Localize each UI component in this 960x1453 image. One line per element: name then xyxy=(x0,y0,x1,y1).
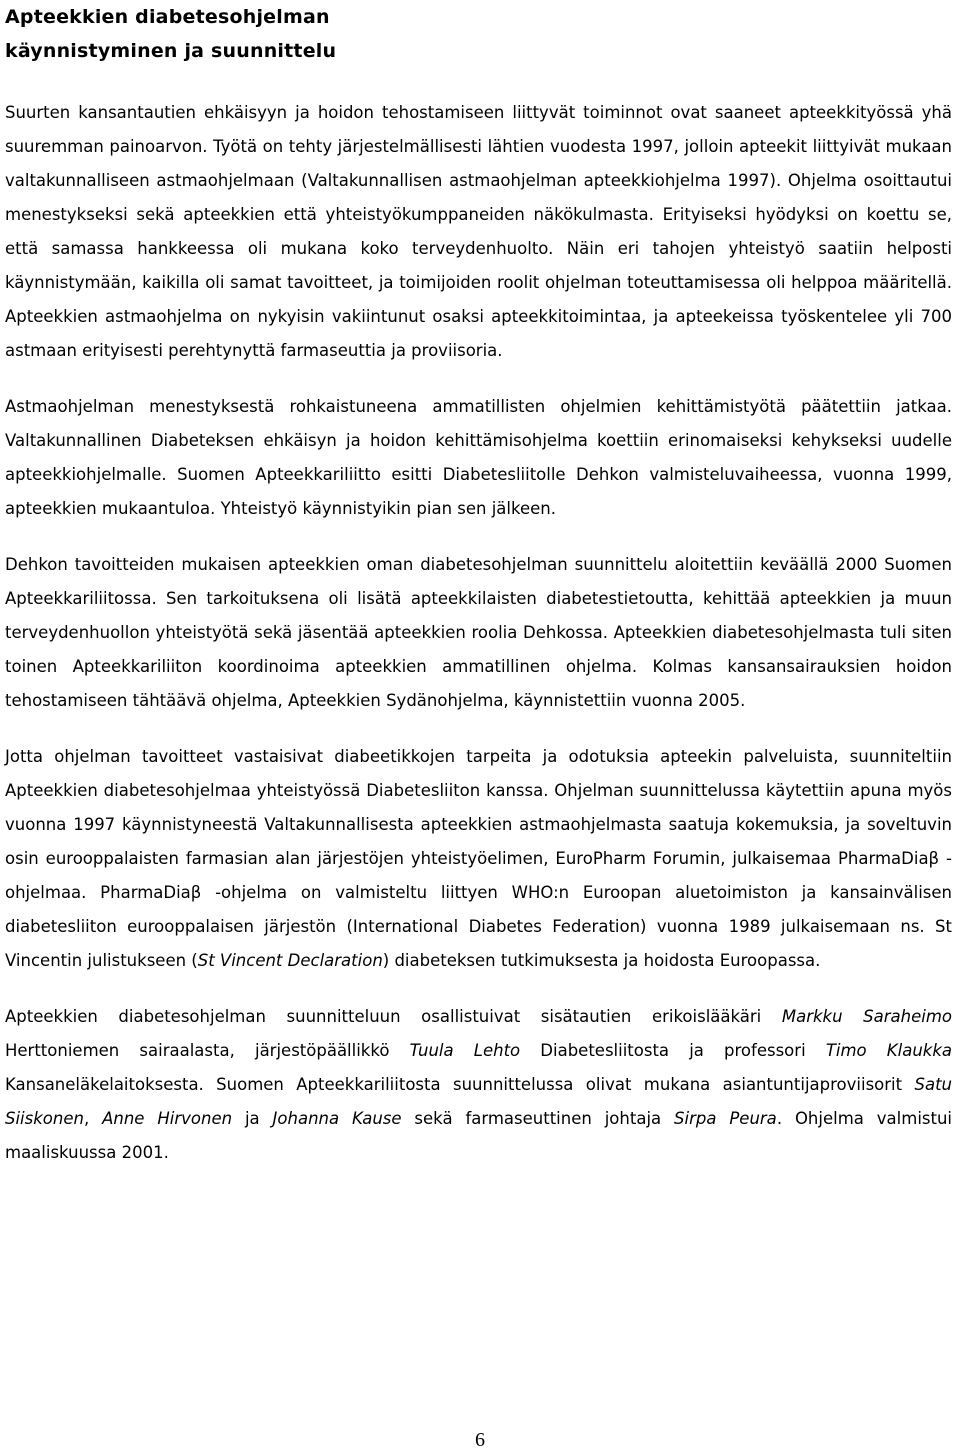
heading-text xyxy=(5,0,952,68)
heading-line-2: käynnistyminen ja suunnittelu xyxy=(5,40,337,62)
paragraph-5-text-1: Apteekkien diabetesohjelman suunnitteluun osallistuivat sisätautien erikoislääkäri xyxy=(5,1007,782,1026)
paragraph-4-text-b: ) diabeteksen tutkimuksesta ja hoidosta Euroopassa. xyxy=(382,951,821,970)
person-name-5: Anne Hirvonen xyxy=(102,1109,233,1128)
person-name-4: Satu Siiskonen xyxy=(5,1075,952,1128)
paragraph-5-text-3: Diabetesliitosta ja professori xyxy=(520,1041,826,1060)
paragraph-4 xyxy=(5,740,952,978)
paragraph-4-italic-term: St Vincent Declaration xyxy=(197,951,383,970)
paragraph-5-text-8: . Ohjelma valmistui maaliskuussa 2001. xyxy=(5,1109,953,1162)
paragraph-5-text-6: ja xyxy=(232,1109,273,1128)
paragraph-5 xyxy=(5,1000,952,1170)
person-name-7: Sirpa Peura xyxy=(674,1109,777,1128)
paragraph-5-text-7: sekä farmaseuttinen johtaja xyxy=(401,1109,675,1128)
paragraph-2: Astmaohjelman menestyksestä rohkaistuneena ammatillisten ohjelmien kehittämistyötä päätettiin jatkaa. Valtakunnallinen Diabeteksen ehkäisyn ja hoidon kehittämisohjelma koettiin erinomaiseksi kehykseksi uudelle apteekkiohjelmalle. Suomen Apteekkariliitto esitti Diabetesliitolle Dehkon valmisteluvaiheessa, vuonna 1999, apteekkien mukaantuloa. Yhteistyö käynnistyikin pian sen jälkeen. xyxy=(5,397,952,518)
paragraph-1: Suurten kansantautien ehkäisyyn ja hoidon tehostamiseen liittyvät toiminnot ovat saaneet apteekkityössä yhä suuremman painoarvon. Työtä on tehty järjestelmällisesti lähtien vuodesta 1997, jolloin apteekit liittyivät mukaan valtakunnalliseen astmaohjelmaan (Valtakunnallisen astmaohjelman apteekkiohjelma 1997). Ohjelma osoittautui menestykseksi sekä apteekkien että yhteistyökumppaneiden näkökulmasta. Erityiseksi hyödyksi on koettu se, että samassa hankkeessa oli mukana koko terveydenhuolto. Näin eri tahojen yhteistyö saatiin helposti käynnistymään, kaikilla oli samat tavoitteet, ja toimijoiden roolit ohjelman toteuttamisessa oli helppoa määritellä. Apteekkien astmaohjelma on nykyisin vakiintunut osaksi apteekkitoimintaa, ja apteekeissa työskentelee yli 700 astmaan erityisesti perehtynyttä farmaseuttia ja proviisoria. xyxy=(5,103,952,360)
person-name-1: Markku Saraheimo xyxy=(781,1007,952,1026)
paragraph-5-text-2: Herttoniemen sairaalasta, järjestöpäällikkö xyxy=(5,1041,410,1060)
page-number: 6 xyxy=(475,1429,485,1451)
paragraph-5-text-5: , xyxy=(83,1109,103,1128)
paragraph-4-text-a: Jotta ohjelman tavoitteet vastaisivat diabeetikkojen tarpeita ja odotuksia apteekin palveluista, suunniteltiin Apteekkien diabetesohjelmaa yhteistyössä Diabetesliiton kanssa. Ohjelman suunnittelussa käytettiin apuna myös vuonna 1997 käynnistyneestä Valtakunnallisesta apteekkien astmaohjelmasta saatuja kokemuksia, ja soveltuvin osin eurooppalaisten farmasian alan järjestöjen yhteistyöelimen, EuroPharm Forumin, julkaisemaa PharmaDiaβ -ohjelmaa. PharmaDiaβ -ohjelma on valmisteltu liittyen WHO:n Euroopan aluetoimiston ja kansainvälisen diabetesliiton eurooppalaisen järjestön (International Diabetes Federation) vuonna 1989 julkaisemaan ns. St Vincentin julistukseen ( xyxy=(5,747,952,970)
heading-line-1: Apteekkien diabetesohjelman xyxy=(5,6,330,28)
section-heading xyxy=(5,0,952,68)
paragraph-3: Dehkon tavoitteiden mukaisen apteekkien oman diabetesohjelman suunnittelu aloitettiin keväällä 2000 Suomen Apteekkariliitossa. Sen tarkoituksena oli lisätä apteekkilaisten diabetestietoutta, kehittää apteekkien ja muun terveydenhuollon yhteistyötä sekä jäsentää apteekkien roolia Dehkossa. Apteekkien diabetesohjelmasta tuli siten toinen Apteekkariliiton koordinoima apteekkien ammatillinen ohjelma. Kolmas kansansairauksien hoidon tehostamiseen tähtäävä ohjelma, Apteekkien Sydänohjelma, käynnistettiin vuonna 2005. xyxy=(5,555,952,710)
person-name-6: Johanna Kause xyxy=(272,1109,402,1128)
paragraph-5-text-4: Kansaneläkelaitoksesta. Suomen Apteekkariliitosta suunnittelussa olivat mukana asiantuntijaproviisorit xyxy=(5,1075,915,1094)
person-name-2: Tuula Lehto xyxy=(409,1041,521,1060)
person-name-3: Timo Klaukka xyxy=(825,1041,952,1060)
